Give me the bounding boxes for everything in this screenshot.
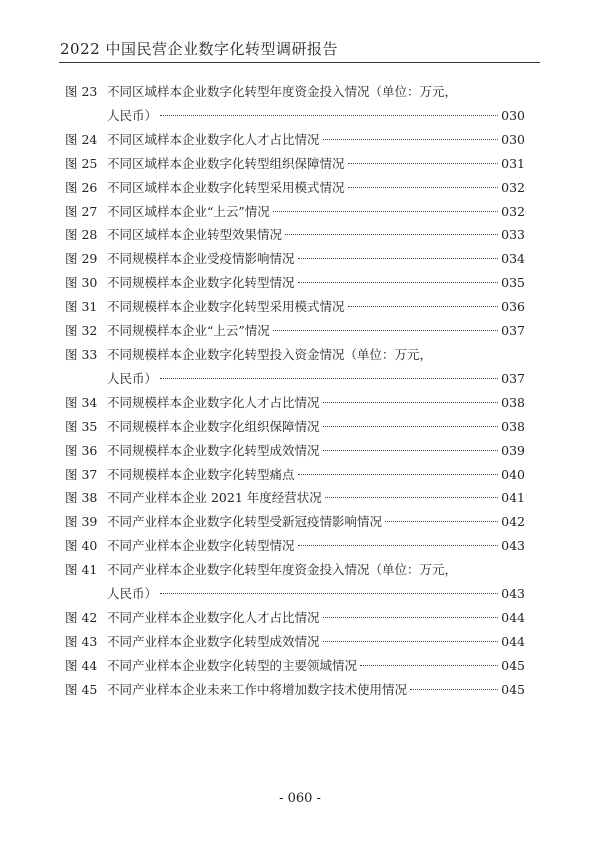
toc-entry[interactable] bbox=[65, 678, 525, 702]
toc-entry[interactable] bbox=[65, 247, 525, 271]
page-ref: 037 bbox=[501, 323, 525, 339]
figure-number: 图 34 bbox=[65, 394, 98, 410]
figure-title: 不同规模样本企业“上云”情况 bbox=[107, 323, 270, 339]
toc-entry-continuation bbox=[65, 582, 525, 606]
dot-leader bbox=[323, 641, 499, 642]
page-ref: 042 bbox=[501, 514, 525, 530]
running-header: 2022 中国民营企业数字化转型调研报告 bbox=[60, 40, 338, 58]
toc-entry[interactable] bbox=[65, 271, 525, 295]
page-ref: 045 bbox=[501, 657, 525, 673]
toc-entry[interactable] bbox=[65, 415, 525, 439]
figure-title: 不同产业样本企业未来工作中将增加数字技术使用情况 bbox=[107, 681, 408, 697]
dot-leader bbox=[298, 474, 499, 475]
figure-title: 不同区域样本企业数字化转型年度资金投入情况（单位：万元， bbox=[107, 84, 458, 99]
dot-leader bbox=[160, 378, 498, 379]
figure-number: 图 29 bbox=[65, 251, 98, 267]
dot-leader bbox=[360, 665, 498, 666]
toc-entry-continuation bbox=[65, 104, 525, 128]
dot-leader bbox=[348, 306, 499, 307]
toc-entry-line bbox=[65, 80, 525, 104]
dot-leader bbox=[323, 426, 499, 427]
page-ref: 038 bbox=[501, 418, 525, 434]
page-ref: 040 bbox=[501, 466, 525, 482]
page-ref: 036 bbox=[501, 299, 525, 315]
figure-number: 图 37 bbox=[65, 466, 98, 482]
figure-number: 图 45 bbox=[65, 681, 98, 697]
toc-entry-line bbox=[65, 439, 525, 463]
figure-number: 图 32 bbox=[65, 323, 98, 339]
figure-number: 图 30 bbox=[65, 275, 98, 291]
toc-entry[interactable] bbox=[65, 534, 525, 558]
figure-number: 图 25 bbox=[65, 155, 98, 171]
figure-title: 不同区域样本企业数字化转型组织保障情况 bbox=[107, 155, 345, 171]
toc-entry[interactable] bbox=[65, 606, 525, 630]
dot-leader bbox=[298, 258, 499, 259]
toc-entry-line bbox=[65, 415, 525, 439]
figure-title: 不同规模样本企业受疫情影响情况 bbox=[107, 251, 295, 267]
figure-title: 不同产业样本企业数字化人才占比情况 bbox=[107, 609, 320, 625]
figure-title: 不同产业样本企业数字化转型成效情况 bbox=[107, 633, 320, 649]
figure-title: 不同区域样本企业数字化转型采用模式情况 bbox=[107, 179, 345, 195]
page-ref: 043 bbox=[501, 538, 525, 554]
figure-number: 图 39 bbox=[65, 514, 98, 530]
page-number: - 060 - bbox=[279, 791, 321, 806]
figure-title-continuation: 人民币） bbox=[107, 370, 158, 386]
dot-leader bbox=[273, 211, 498, 212]
toc-entry[interactable] bbox=[65, 176, 525, 200]
toc-entry-continuation bbox=[65, 367, 525, 391]
toc-entry[interactable] bbox=[65, 128, 525, 152]
figure-number: 图 43 bbox=[65, 633, 98, 649]
toc-entry-line bbox=[65, 606, 525, 630]
figure-title: 不同规模样本企业数字化组织保障情况 bbox=[107, 418, 320, 434]
dot-leader bbox=[323, 139, 499, 140]
page-ref: 041 bbox=[501, 490, 525, 506]
toc-entry-line bbox=[65, 128, 525, 152]
toc-entry-line bbox=[65, 654, 525, 678]
figure-number: 图 38 bbox=[65, 490, 98, 506]
header-rule bbox=[59, 62, 540, 63]
figure-number: 图 33 bbox=[65, 346, 98, 362]
toc-entry[interactable] bbox=[65, 654, 525, 678]
toc-entry[interactable] bbox=[65, 200, 525, 224]
page-ref: 030 bbox=[501, 107, 525, 123]
dot-leader bbox=[385, 521, 498, 522]
toc-entry[interactable] bbox=[65, 319, 525, 343]
toc-entry[interactable] bbox=[65, 223, 525, 247]
toc-entry[interactable] bbox=[65, 391, 525, 415]
figure-title: 不同规模样本企业数字化转型采用模式情况 bbox=[107, 299, 345, 315]
toc-entry-line bbox=[65, 510, 525, 534]
figure-number: 图 27 bbox=[65, 203, 98, 219]
figure-title: 不同规模样本企业数字化转型成效情况 bbox=[107, 442, 320, 458]
dot-leader bbox=[160, 593, 498, 594]
figure-number: 图 28 bbox=[65, 227, 98, 243]
figure-title: 不同规模样本企业数字化转型痛点 bbox=[107, 466, 295, 482]
dot-leader bbox=[298, 545, 499, 546]
figure-title: 不同规模样本企业数字化转型投入资金情况（单位：万元， bbox=[107, 346, 433, 362]
page-ref: 032 bbox=[501, 203, 525, 219]
toc-entry[interactable] bbox=[65, 510, 525, 534]
dot-leader bbox=[323, 617, 499, 618]
toc-entry-line bbox=[65, 200, 525, 224]
figure-number: 图 42 bbox=[65, 609, 98, 625]
figure-title: 不同产业样本企业数字化转型情况 bbox=[107, 538, 295, 554]
toc-entry[interactable] bbox=[65, 80, 525, 128]
figure-title: 不同规模样本企业数字化转型情况 bbox=[107, 275, 295, 291]
toc-entry[interactable] bbox=[65, 439, 525, 463]
page-ref: 039 bbox=[501, 442, 525, 458]
figure-number: 图 23 bbox=[65, 84, 98, 99]
page-ref: 044 bbox=[501, 633, 525, 649]
page-ref: 038 bbox=[501, 394, 525, 410]
toc-entry-line bbox=[65, 534, 525, 558]
page-ref: 033 bbox=[501, 227, 525, 243]
toc-entry[interactable] bbox=[65, 152, 525, 176]
dot-leader bbox=[323, 402, 499, 403]
figure-title: 不同区域样本企业数字化人才占比情况 bbox=[107, 131, 320, 147]
dot-leader bbox=[273, 330, 498, 331]
dot-leader bbox=[410, 689, 498, 690]
dot-leader bbox=[348, 187, 499, 188]
page-ref: 035 bbox=[501, 275, 525, 291]
toc-entry-line bbox=[65, 678, 525, 702]
figure-number: 图 44 bbox=[65, 657, 98, 673]
figure-number: 图 31 bbox=[65, 299, 98, 315]
dot-leader bbox=[298, 282, 499, 283]
page-ref: 030 bbox=[501, 131, 525, 147]
page-ref: 037 bbox=[501, 370, 525, 386]
figure-title: 不同产业样本企业数字化转型受新冠疫情影响情况 bbox=[107, 514, 383, 530]
toc-entry[interactable] bbox=[65, 295, 525, 319]
dot-leader bbox=[325, 497, 498, 498]
figure-title: 不同产业样本企业数字化转型年度资金投入情况（单位：万元， bbox=[107, 562, 458, 578]
toc-entry-line bbox=[65, 391, 525, 415]
figure-number: 图 24 bbox=[65, 131, 98, 147]
figure-title: 不同产业样本企业数字化转型的主要领域情况 bbox=[107, 657, 358, 673]
page-ref: 031 bbox=[501, 155, 525, 171]
figure-number: 图 36 bbox=[65, 442, 98, 458]
toc-entry[interactable] bbox=[65, 343, 525, 391]
toc-entry-line bbox=[65, 295, 525, 319]
page-ref: 032 bbox=[501, 179, 525, 195]
figure-title: 不同规模样本企业数字化人才占比情况 bbox=[107, 394, 320, 410]
figure-number: 图 41 bbox=[65, 562, 98, 578]
figure-title-continuation: 人民币） bbox=[107, 586, 158, 602]
dot-leader bbox=[160, 115, 498, 116]
page-ref: 045 bbox=[501, 681, 525, 697]
page-ref: 043 bbox=[501, 586, 525, 602]
page-ref: 044 bbox=[501, 609, 525, 625]
toc-entry-line bbox=[65, 271, 525, 295]
toc-entry-line bbox=[65, 223, 525, 247]
toc-entry-line bbox=[65, 343, 525, 367]
toc-entry-line bbox=[65, 486, 525, 510]
figure-title: 不同区域样本企业转型效果情况 bbox=[107, 227, 283, 243]
dot-leader bbox=[285, 234, 498, 235]
dot-leader bbox=[323, 450, 499, 451]
toc-entry[interactable] bbox=[65, 486, 525, 510]
figure-title: 不同区域样本企业“上云”情况 bbox=[107, 203, 270, 219]
toc-entry-line bbox=[65, 247, 525, 271]
toc-entry[interactable] bbox=[65, 558, 525, 606]
figure-title-continuation: 人民币） bbox=[107, 107, 158, 123]
toc-entry[interactable] bbox=[65, 630, 525, 654]
toc-entry-line bbox=[65, 558, 525, 582]
figure-list bbox=[65, 80, 525, 702]
figure-title: 不同产业样本企业 2021 年度经营状况 bbox=[107, 490, 322, 506]
toc-entry-line bbox=[65, 152, 525, 176]
dot-leader bbox=[348, 163, 499, 164]
toc-entry-line bbox=[65, 630, 525, 654]
toc-entry-line bbox=[65, 463, 525, 487]
figure-number: 图 26 bbox=[65, 179, 98, 195]
figure-number: 图 40 bbox=[65, 538, 98, 554]
toc-entry[interactable] bbox=[65, 463, 525, 487]
toc-entry-line bbox=[65, 319, 525, 343]
page-ref: 034 bbox=[501, 251, 525, 267]
figure-number: 图 35 bbox=[65, 418, 98, 434]
toc-entry-line bbox=[65, 176, 525, 200]
